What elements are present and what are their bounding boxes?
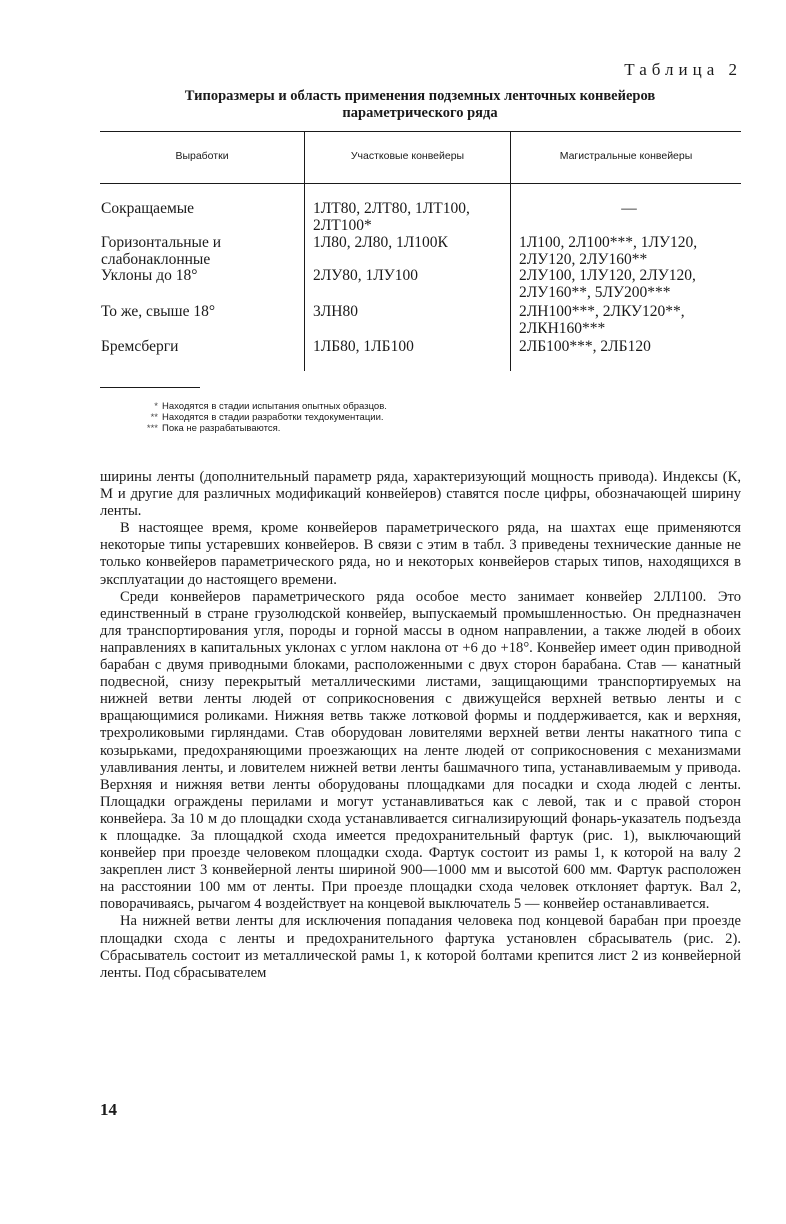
table-cell: Горизонтальные и слабонаклонные (101, 234, 222, 268)
table-cell: Уклоны до 18° (101, 267, 198, 284)
caption-line-1: Типоразмеры и область применения подземных ленточных конвейеров (184, 88, 656, 104)
table-cell: 2ЛУ80, 1ЛУ100 (313, 267, 418, 284)
table-cell: 1ЛБ80, 1ЛБ100 (313, 338, 414, 355)
table-cell: Бремсберги (101, 338, 179, 355)
table-cell: 1ЛТ80, 2ЛТ80, 1ЛТ100, 2ЛТ100* (313, 200, 470, 234)
table-cell: 1Л100, 2Л100***, 1ЛУ120, 2ЛУ120, 2ЛУ160** (519, 234, 698, 268)
paragraph: ширины ленты (дополнительный параметр ряда, характеризующий мощность привода). Индексы (К, М и другие для различных модификаций конвейеров) ставятся после цифры, обозначающей ширину ленты. (100, 469, 741, 520)
table-caption (100, 88, 740, 122)
table-top-rule (100, 131, 741, 132)
body-text (100, 469, 741, 982)
footnote-separator (100, 387, 200, 388)
table-cell: То же, свыше 18° (101, 303, 216, 320)
column-header: Магистральные конвейеры (559, 150, 693, 162)
caption-line-2: параметрического ряда (342, 105, 498, 121)
table-column-divider (304, 131, 305, 371)
page-number: 14 (100, 1100, 117, 1119)
footnotes (140, 401, 387, 434)
column-header: Участковые конвейеры (350, 150, 465, 162)
footnote (140, 423, 387, 434)
table-cell: Сокращаемые (101, 200, 195, 217)
paragraph: Среди конвейеров параметрического ряда особое место занимает конвейер 2ЛЛ100. Это единственный в стране грузолюдской конвейер, выпускаемый промышленностью. Он предназначен для транспортирования угля, породы и горной массы в одном направлении, а также людей в обоих направлениях в капитальных уклонах с углом наклона от +6 до +18°. Конвейер имеет один приводной барабан с двумя приводными блоками, расположенными с двух сторон барабана. Став — канатный подвесной, снизу перекрытый металлическими листами, защищающими транспортируемых на нижней ветви ленты людей от соприкосновения с движущейся верхней ветвью ленты и с вращающимися роликами. Нижняя ветвь также лотковой формы и поддерживается, как и верхняя, трехроликовыми гирляндами. Став оборудован ловителями верхней ветви ленты накатного типа с козырьками, предохраняющими проезжающих на ленте людей от соприкосновения с механизмами улавливания ленты, и ловителем нижней ветви ленты башмачного типа, устанавливаемым у привода. Верхняя и нижняя ветви ленты оборудованы площадками для посадки и схода людей с ленты. Площадки ограждены перилами и могут устанавливаться как с левой, так и с правой сторон конвейера. За 10 м до площадки схода устанавливается сигнализирующий фонарь-указатель подъезда к площадке. За площадкой схода имеется предохранительный фартук (рис. 1), выключающий конвейер при проезде человеком площадки схода. Фартук состоит из рамы 1, к которой на валу 2 закреплен лист 3 конвейерной ленты шириной 900—1000 мм и высотой 600 мм. Фартук расположен на расстоянии 100 мм от ленты. При проезде площадки схода человек отклоняет фартук. Вал 2, поворачиваясь, рычагом 4 воздействует на концевой выключатель 5 — конвейер останавливается. (100, 588, 741, 913)
table-cell: 3ЛН80 (313, 303, 358, 320)
table-cell: 1Л80, 2Л80, 1Л100К (313, 234, 448, 251)
footnote-text: Пока не разрабатываются. (162, 423, 281, 434)
footnote (140, 401, 387, 412)
footnote (140, 412, 387, 423)
paragraph: На нижней ветви ленты для исключения попадания человека под концевой барабан при проезде площадки схода с ленты и предохранительного фартука установлен сбрасыватель (рис. 2). Сбрасыватель состоит из металлической рамы 1, к которой болтами крепится лист 2 из конвейерной ленты. Под сбрасывателем (100, 913, 741, 981)
table-cell: 2ЛБ100***, 2ЛБ120 (519, 338, 651, 355)
table-cell: 2ЛУ100, 1ЛУ120, 2ЛУ120, 2ЛУ160**, 5ЛУ200*** (519, 267, 696, 301)
table-header-rule (100, 183, 741, 184)
footnote-text: Находятся в стадии испытания опытных образцов. (162, 401, 387, 412)
footnote-text: Находятся в стадии разработки техдокументации. (162, 412, 384, 423)
table-label: Таблица 2 (624, 60, 742, 79)
footnote-mark: ** (150, 412, 158, 423)
table-column-divider (510, 131, 511, 371)
paragraph: В настоящее время, кроме конвейеров параметрического ряда, на шахтах еще применяются некоторые типы устаревших конвейеров. В связи с этим в табл. 3 приведены технические данные не только конвейеров параметрического ряда, но и некоторых конвейеров старых типов, находящихся в эксплуатации до настоящего времени. (100, 520, 741, 588)
footnote-mark: * (154, 401, 158, 412)
column-header: Выработки (175, 150, 229, 162)
table-cell: 2ЛН100***, 2ЛКУ120**, 2ЛКН160*** (519, 303, 685, 337)
footnote-mark: *** (146, 423, 158, 434)
table-cell: — (621, 200, 637, 217)
